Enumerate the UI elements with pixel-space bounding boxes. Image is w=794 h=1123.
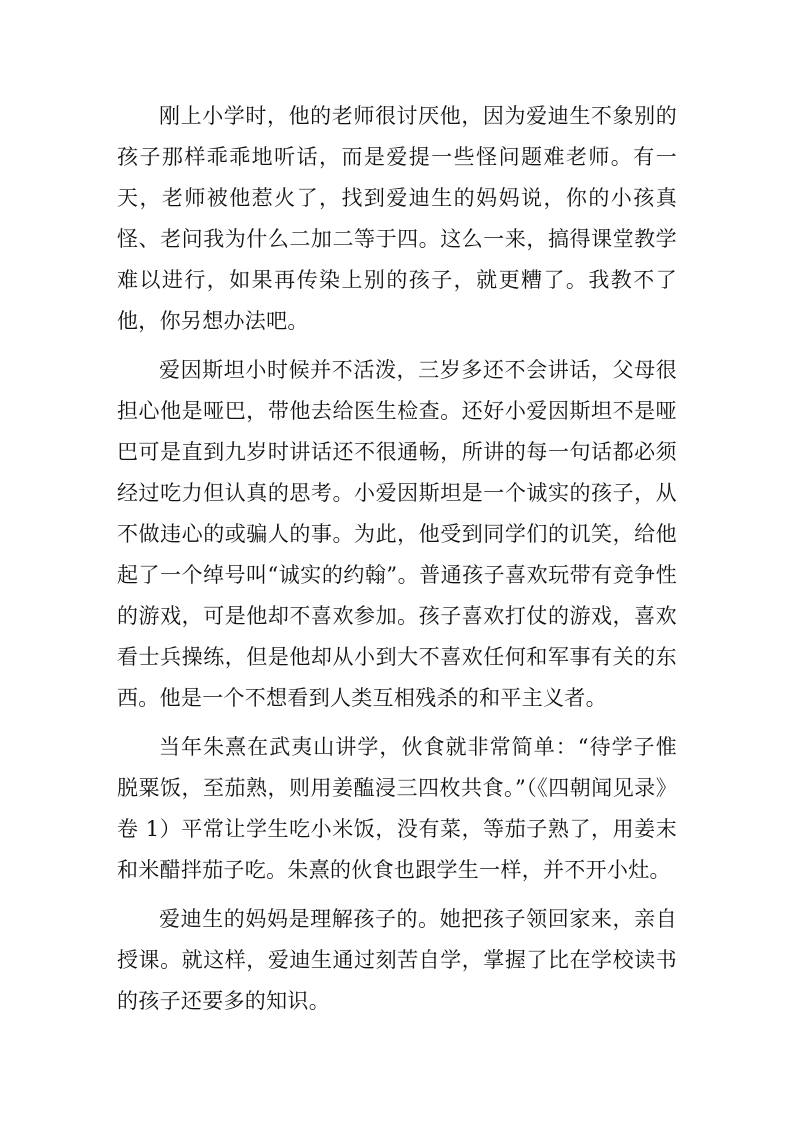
document-body: [117, 96, 677, 1030]
paragraph-einstein-childhood: 爱因斯坦小时候并不活泼，三岁多还不会讲话，父母很担心他是哑巴，带他去给医生检查。还好小爱因斯坦不是哑巴可是直到九岁时讲话还不很通畅，所讲的每一句话都必须经过吃力但认真的思考。小爱因斯坦是一个诚实的孩子，从不做违心的或骗人的事。为此，他受到同学们的讥笑，给他起了一个绰号叫“诚实的约翰”。普通孩子喜欢玩带有竞争性的游戏，可是他却不喜欢参加。孩子喜欢打仗的游戏，喜欢看士兵操练，但是他却从小到大不喜欢任何和军事有关的东西。他是一个不想看到人类互相残杀的和平主义者。: [117, 358, 677, 710]
paragraph-edison-mother: 爱迪生的妈妈是理解孩子的。她把孩子领回家来，亲自授课。就这样，爱迪生通过刻苦自学，掌握了比在学校读书的孩子还要多的知识。: [117, 907, 677, 1013]
paragraph-edison-school: 刚上小学时，他的老师很讨厌他，因为爱迪生不象别的孩子那样乖乖地听话，而是爱提一些怪问题难老师。有一天，老师被他惹火了，找到爱迪生的妈妈说，你的小孩真怪、老问我为什么二加二等于四。这么一来，搞得课堂教学难以进行，如果再传染上别的孩子，就更糟了。我教不了他，你另想办法吧。: [117, 104, 677, 333]
paragraph-zhuxi-wuyishan: 当年朱熹在武夷山讲学，伙食就非常简单：“待学子惟脱粟饭，至茄熟，则用姜醢浸三四枚共食。”（《四朝闻见录》卷 1）平常让学生吃小米饭，没有菜，等茄子熟了，用姜末和米醋拌茄子吃。朱熹的伙食也跟学生一样，并不开小灶。: [117, 735, 677, 882]
